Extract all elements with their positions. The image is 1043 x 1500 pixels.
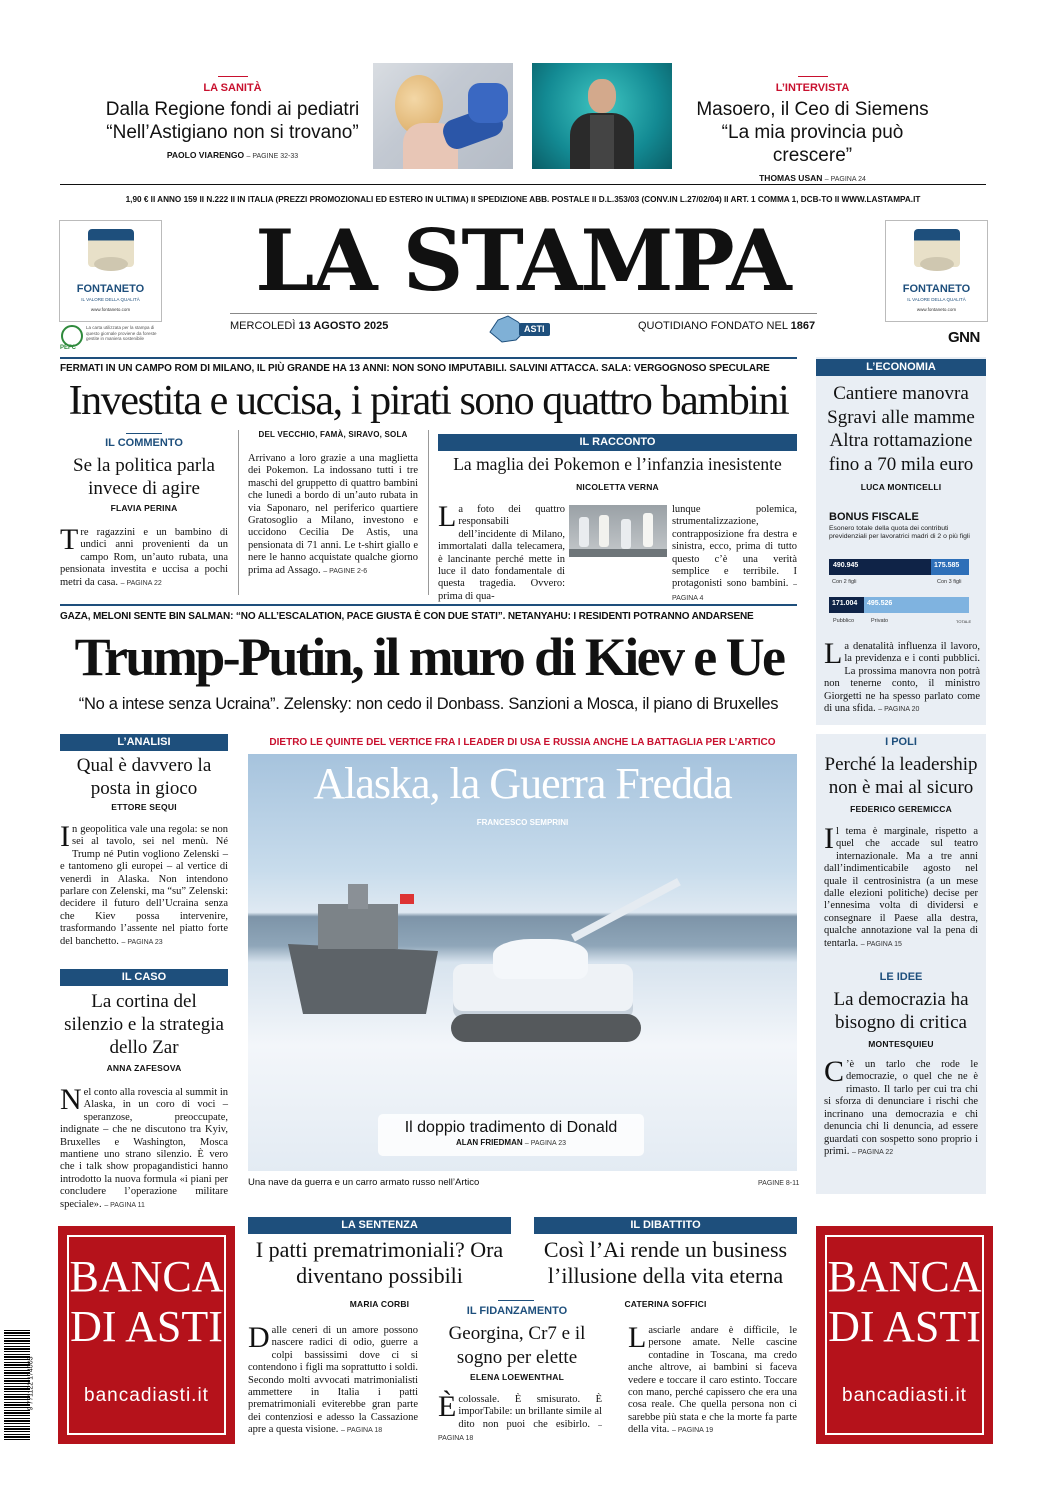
teaser-pages: – PAGINE 32-33 (246, 153, 299, 160)
idee-kicker: LE IDEE (879, 971, 923, 984)
alaska-caption: Una nave da guerra e un carro armato russo nell’Artico (248, 1177, 480, 1188)
bonus-box-title: BONUS FISCALE (829, 511, 919, 523)
commento-kicker: IL COMMENTO (105, 437, 183, 449)
second-overline: GAZA, MELONI SENTE BIN SALMAN: “NO ALL’ESCALATION, PACE GIUSTA È CON DUE STATI”. NETANYAHU: I RESIDENTI POTRANNO ANDARSENE (60, 611, 754, 622)
fontaneto-url: www.fontaneto.com (90, 307, 131, 312)
lead-news-article[interactable]: DEL VECCHIO, FAMÀ, SIRAVO, SOLA Arrivano a loro grazie a una maglietta dei Pokemon. La indossano tutti i tre maschi del gruppetto di quattro bambini che lunedì a bordo di un’auto rubata in via Saponaro, nel periferico quartiere Gratosoglio a Milano, investono e uccidono Cecilia De Astis, una pensionata di 71 anni. Le t-shirt giallo e nere le hanno acquistate qualche giorno prima ad Assago. – PAGINE 2-6 (248, 430, 418, 576)
fidanzamento-article[interactable]: IL FIDANZAMENTO Georgina, Cr7 e il sogno per elette ELENA LOEWENTHAL È colossale. È smisurato. È imporTabile: un brillante simile al dito non puoi che esibirlo. – PAGINA 18 (428, 1300, 606, 1446)
alaska-inset[interactable]: Il doppio tradimento di Donald ALAN FRIEDMAN – PAGINA 23 (378, 1114, 644, 1156)
teaser-title: Dalla Regione fondi ai pediatri “Nell’Astigiano non si trovano” (105, 99, 360, 143)
racconto-kicker: IL RACCONTO (438, 434, 797, 451)
teaser-kicker: L’INTERVISTA (775, 82, 850, 94)
alaska-pages: PAGINE 8-11 (758, 1180, 800, 1187)
tank-shape (433, 914, 703, 1054)
top-teaser-left[interactable] (100, 76, 365, 160)
alaska-overline: DIETRO LE QUINTE DEL VERTICE FRA I LEADER DI USA E RUSSIA ANCHE LA BATTAGLIA PER L’ARTICO (269, 737, 776, 748)
dibattito-kicker: IL DIBATTITO (534, 1217, 797, 1234)
masthead-founded: QUOTIDIANO FONDATO NEL 1867 (638, 320, 816, 332)
masthead-date: MERCOLEDÌ 13 AGOSTO 2025 (230, 320, 389, 332)
sentenza-kicker: LA SENTENZA (248, 1217, 511, 1234)
teaser-author: PAOLO VIARENGO (166, 150, 245, 160)
bonus-bar-row2: 171.004 495.526 (829, 597, 969, 613)
ad-fontaneto-right[interactable] (885, 220, 988, 322)
dibattito-article[interactable]: Così l’Ai rende un business l’illusione della vita eterna CATERINA SOFFICI (543, 1237, 788, 1309)
fontaneto-tag: IL VALORE DELLA QUALITÀ (907, 297, 966, 302)
lead-headline[interactable]: Investita e uccisa, i pirati sono quattro bambini (68, 378, 789, 424)
infoline: 1,90 € II ANNO 159 II N.222 II IN ITALIA (PREZZI PROMOZIONALI ED ESTERO IN ULTIMA) II SPEDIZIONE ABB. POSTALE II D.L.353/03 (CONV.IN L.27/02/04) II ART. 1 COMMA 1, DCB-TO II WWW.LASTAMPA.IT (125, 195, 921, 204)
ad-fontaneto-left[interactable] (59, 220, 162, 322)
teaser-photo-ceo (532, 63, 672, 169)
top-teaser-right[interactable] (680, 76, 945, 183)
economia-kicker: L’ECONOMIA (816, 359, 986, 376)
fontaneto-brand: FONTANETO (76, 283, 145, 295)
drop-cap: T (60, 523, 79, 556)
warship-shape (288, 884, 438, 1014)
caso-kicker: IL CASO (60, 969, 228, 986)
barcode-number: 9 771122 174003 (27, 1356, 35, 1411)
gnn-logo: GNN (948, 329, 980, 346)
racconto-title: La maglia dei Pokemon e l’infanzia inesistente (453, 454, 782, 474)
commento-title: Se la politica parla invece di agire (73, 455, 215, 499)
teaser-photo-child (373, 63, 513, 169)
racconto-photo (569, 505, 667, 557)
fontaneto-brand: FONTANETO (902, 283, 971, 295)
fontaneto-url: www.fontaneto.com (916, 307, 957, 312)
teaser-title: Masoero, il Ceo di Siemens “La mia provincia può crescere” (696, 99, 929, 166)
analisi-kicker: L’ANALISI (60, 734, 228, 751)
fontaneto-tag: IL VALORE DELLA QUALITÀ (81, 297, 140, 302)
racconto-article[interactable] (438, 453, 797, 492)
news-authors: DEL VECCHIO, FAMÀ, SIRAVO, SOLA (258, 430, 408, 439)
bonus-bar-row1: 490.945 175.585 (829, 559, 969, 575)
caso-article[interactable]: La cortina del silenzio e la strategia dello Zar ANNA ZAFESOVA Nel conto alla rovescia al summit in Alaska, in un coro di voci – speranzose, preoccupate, indignate – che ne discutono tra Kyiv, Bruxelles e Washington, Mosca mantiene uno strano silenzio. È vero che i talk show propagandistici hanno introdotto la nuova formula «i piani per concludere l’operazione militare speciale». – PAGINA 11 (60, 991, 228, 1210)
bonus-box-sub: Esonero totale della quota dei contributi previdenziali per lavoratrici madri di 2 o più figli (829, 525, 970, 540)
teaser-author: THOMAS USAN (759, 173, 823, 183)
sentenza-article[interactable]: I patti prematrimoniali? Ora diventano possibili MARIA CORBI (255, 1237, 504, 1309)
economia-title: Cantiere manovra Sgravi alle mamme Altra rottamazione fino a 70 mila euro (827, 383, 975, 475)
pefc-note: La carta utilizzata per la stampa di questo giornale proviene da foreste gestite in maniera sostenibile (86, 325, 157, 341)
teaser-kicker: LA SANITÀ (203, 82, 262, 94)
second-headline[interactable]: Trump-Putin, il muro di Kiev e Ue (74, 627, 784, 687)
poli-column[interactable]: I POLI Perché la leadership non è mai al sicuro FEDERICO GEREMICCA Il tema è marginale, rispetto a quel che accade sul teatro internazionale. Ma a tre anni dall’indimenticabile agosto nel quale il centrosinistra (a un mese dalle elezioni politiche) decise per l’ennesima volta di dividersi e consegnare il Paese alla destra, qualche annotazione val la pena di tentarla. – PAGINA 15 LE IDEE La democrazia ha bisogno di critica MONTESQUIEU C ’è un tarlo che rode le democrazie, o quel che ne è rimasto. Il tarlo per cui tra chi si sforza di denunciare i rischi che incrinano una democrazia e chi denuncia chi li denuncia, ad essere guardati con sospetto sono proprio i primi. – PAGINA 22 (816, 734, 986, 1194)
ad-banca-asti-left[interactable]: BANCA DI ASTI bancadiasti.it (59, 1227, 234, 1443)
ad-banca-asti-right[interactable]: BANCA DI ASTI bancadiasti.it (817, 1227, 992, 1443)
alaska-author: FRANCESCO SEMPRINI (476, 818, 569, 827)
masthead-title: LA STAMPA (255, 211, 790, 310)
analisi-article[interactable]: Qual è davvero la posta in gioco ETTORE SEQUI In geopolitica vale una regola: se non sei al tavolo, sei nel menù. Né Trump né Putin vogliono Zelenski – e tantomeno gli europei – al vertice di venerdì in Alaska. Non intendono parlare con Zelenski, ma “su” Zelenski: decidere il futuro dell’Ucraina senza che Kiev possa intervenire, trasformando l’assente nel piatto forte del banchetto. – PAGINA 23 (60, 755, 228, 947)
racconto-author: NICOLETTA VERNA (576, 482, 659, 492)
economia-column[interactable]: L’ECONOMIA Cantiere manovra Sgravi alle mamme Altra rottamazione fino a 70 mila euro LUCA MONTICELLI BONUS FISCALE Esonero totale della quota dei contributi previdenziali per lavoratrici madri di 2 o più figli 490.945 175.585 Con 2 figli Con 3 figli 171.004 495.526 Pubblico Privato TOTALE La denatalità influenza il lavoro, la previdenza e i conti pubblici. La prossima manovra non potrà non tenerne conto, il ministro Giorgetti ne ha spesso parlato come di una sfida. – PAGINA 20 (816, 357, 986, 725)
lead-overline: FERMATI IN UN CAMPO ROM DI MILANO, IL PIÙ GRANDE HA 13 ANNI: NON SONO IMPUTABILI. SALVINI ATTACCA. SALA: VERGOGNOSO SPECULARE (60, 363, 770, 374)
alaska-title: Alaska, la Guerra Fredda (313, 759, 732, 808)
barcode (4, 1330, 30, 1440)
second-subheadline: “No a intese senza Ucraina”. Zelensky: non cedo il Donbass. Sanzioni a Mosca, il piano di Bruxelles (78, 695, 779, 713)
pefc-label: PEFC (60, 345, 77, 351)
commento-article[interactable]: IL COMMENTO Se la politica parla invece di agire FLAVIA PERINA Tre ragazzini e un bambino di undici anni provenienti da un campo Rom, un’auto rubata, una pensionata investita e uccisa a pochi metri da casa. – PAGINA 22 (60, 433, 228, 590)
pefc-logo (60, 325, 84, 345)
economia-author: LUCA MONTICELLI (860, 482, 942, 492)
alaska-photo[interactable] (248, 754, 797, 1171)
edition-badge: ASTI (519, 323, 550, 336)
teaser-pages: – PAGINA 24 (824, 176, 866, 183)
commento-author: FLAVIA PERINA (110, 503, 178, 513)
